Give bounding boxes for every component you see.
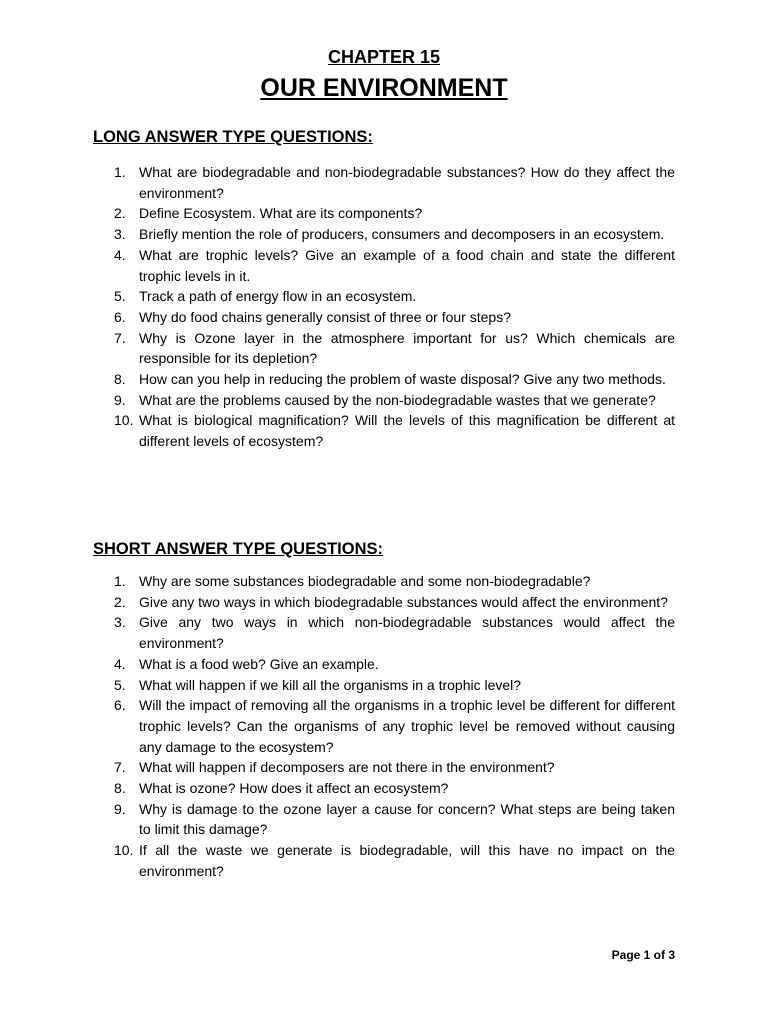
question-number: 8. [114,780,126,797]
question-number: 3. [114,614,126,631]
question-number: 9. [114,391,126,408]
question-text: What is ozone? How does it affect an ecosystem? [139,780,449,797]
question-item [0,799,768,840]
question-item [0,840,768,881]
question-number: 4. [114,246,126,263]
question-text: What will happen if decomposers are not there in the environment? [139,759,555,776]
question-item [0,612,768,653]
question-item [0,162,768,203]
question-text: Give any two ways in which non-biodegradable substances would affect the environment? [139,614,675,652]
question-item [0,390,768,411]
question-item [0,286,768,307]
question-text: What will happen if we kill all the organisms in a trophic level? [139,676,522,693]
short-answer-heading: SHORT ANSWER TYPE QUESTIONS: [93,540,383,558]
long-answer-heading: LONG ANSWER TYPE QUESTIONS: [93,128,373,146]
question-text: If all the waste we generate is biodegradable, will this have no impact on the environment? [139,842,675,879]
short-answer-question-list [0,571,768,882]
page-number: Page 1 of 3 [611,948,675,962]
question-number: 6. [114,697,126,714]
question-text: Why do food chains generally consist of three or four steps? [139,308,511,325]
question-text: What are the problems caused by the non-biodegradable wastes that we generate? [139,391,656,408]
question-item [0,410,768,451]
question-number: 4. [114,655,126,672]
question-item [0,757,768,778]
question-text: Will the impact of removing all the organisms in a trophic level be different for different trophic levels? Can the organisms of any trophic level be removed without causing any damage to the ecosystem? [139,697,675,755]
question-text: Why is damage to the ozone layer a cause for concern? What steps are being taken to limit this damage? [139,800,675,838]
question-text: Why is Ozone layer in the atmosphere important for us? Which chemicals are responsible for its depletion? [139,329,675,367]
question-number: 5. [114,676,126,693]
question-item [0,307,768,328]
question-text: What are trophic levels? Give an example of a food chain and state the different trophic levels in it. [139,246,675,284]
question-number: 9. [114,800,126,817]
question-text: Track a path of energy flow in an ecosystem. [139,288,417,305]
question-item [0,245,768,286]
question-number: 10. [114,842,134,859]
question-number: 7. [114,759,126,776]
question-item [0,203,768,224]
question-text: What are biodegradable and non-biodegradable substances? How do they affect the environment? [139,164,675,201]
question-item [0,224,768,245]
question-number: 6. [114,308,126,325]
question-number: 1. [114,164,126,180]
question-item [0,369,768,390]
question-item [0,571,768,592]
question-item [0,654,768,675]
chapter-label: CHAPTER 15 [327,47,441,67]
question-number: 2. [114,205,126,222]
page-title: OUR ENVIRONMENT [260,74,508,102]
question-item [0,778,768,799]
question-text: Briefly mention the role of producers, consumers and decomposers in an ecosystem. [139,226,665,243]
question-number: 5. [114,288,126,305]
long-answer-question-list [0,162,768,452]
question-text: Why are some substances biodegradable and some non-biodegradable? [139,573,591,589]
question-number: 2. [114,593,126,610]
question-number: 10. [114,412,134,429]
question-text: What is biological magnification? Will the levels of this magnification be different at different levels of ecosystem? [139,412,675,450]
question-number: 3. [114,226,126,243]
question-text: Define Ecosystem. What are its components? [139,205,423,222]
question-item [0,695,768,757]
question-text: How can you help in reducing the problem of waste disposal? Give any two methods. [139,371,666,388]
question-item [0,675,768,696]
question-number: 7. [114,329,126,346]
question-text: What is a food web? Give an example. [139,655,379,672]
question-number: 8. [114,371,126,388]
question-item [0,328,768,369]
question-number: 1. [114,573,126,589]
question-text: Give any two ways in which biodegradable substances would affect the environment? [139,593,668,610]
question-item [0,592,768,613]
